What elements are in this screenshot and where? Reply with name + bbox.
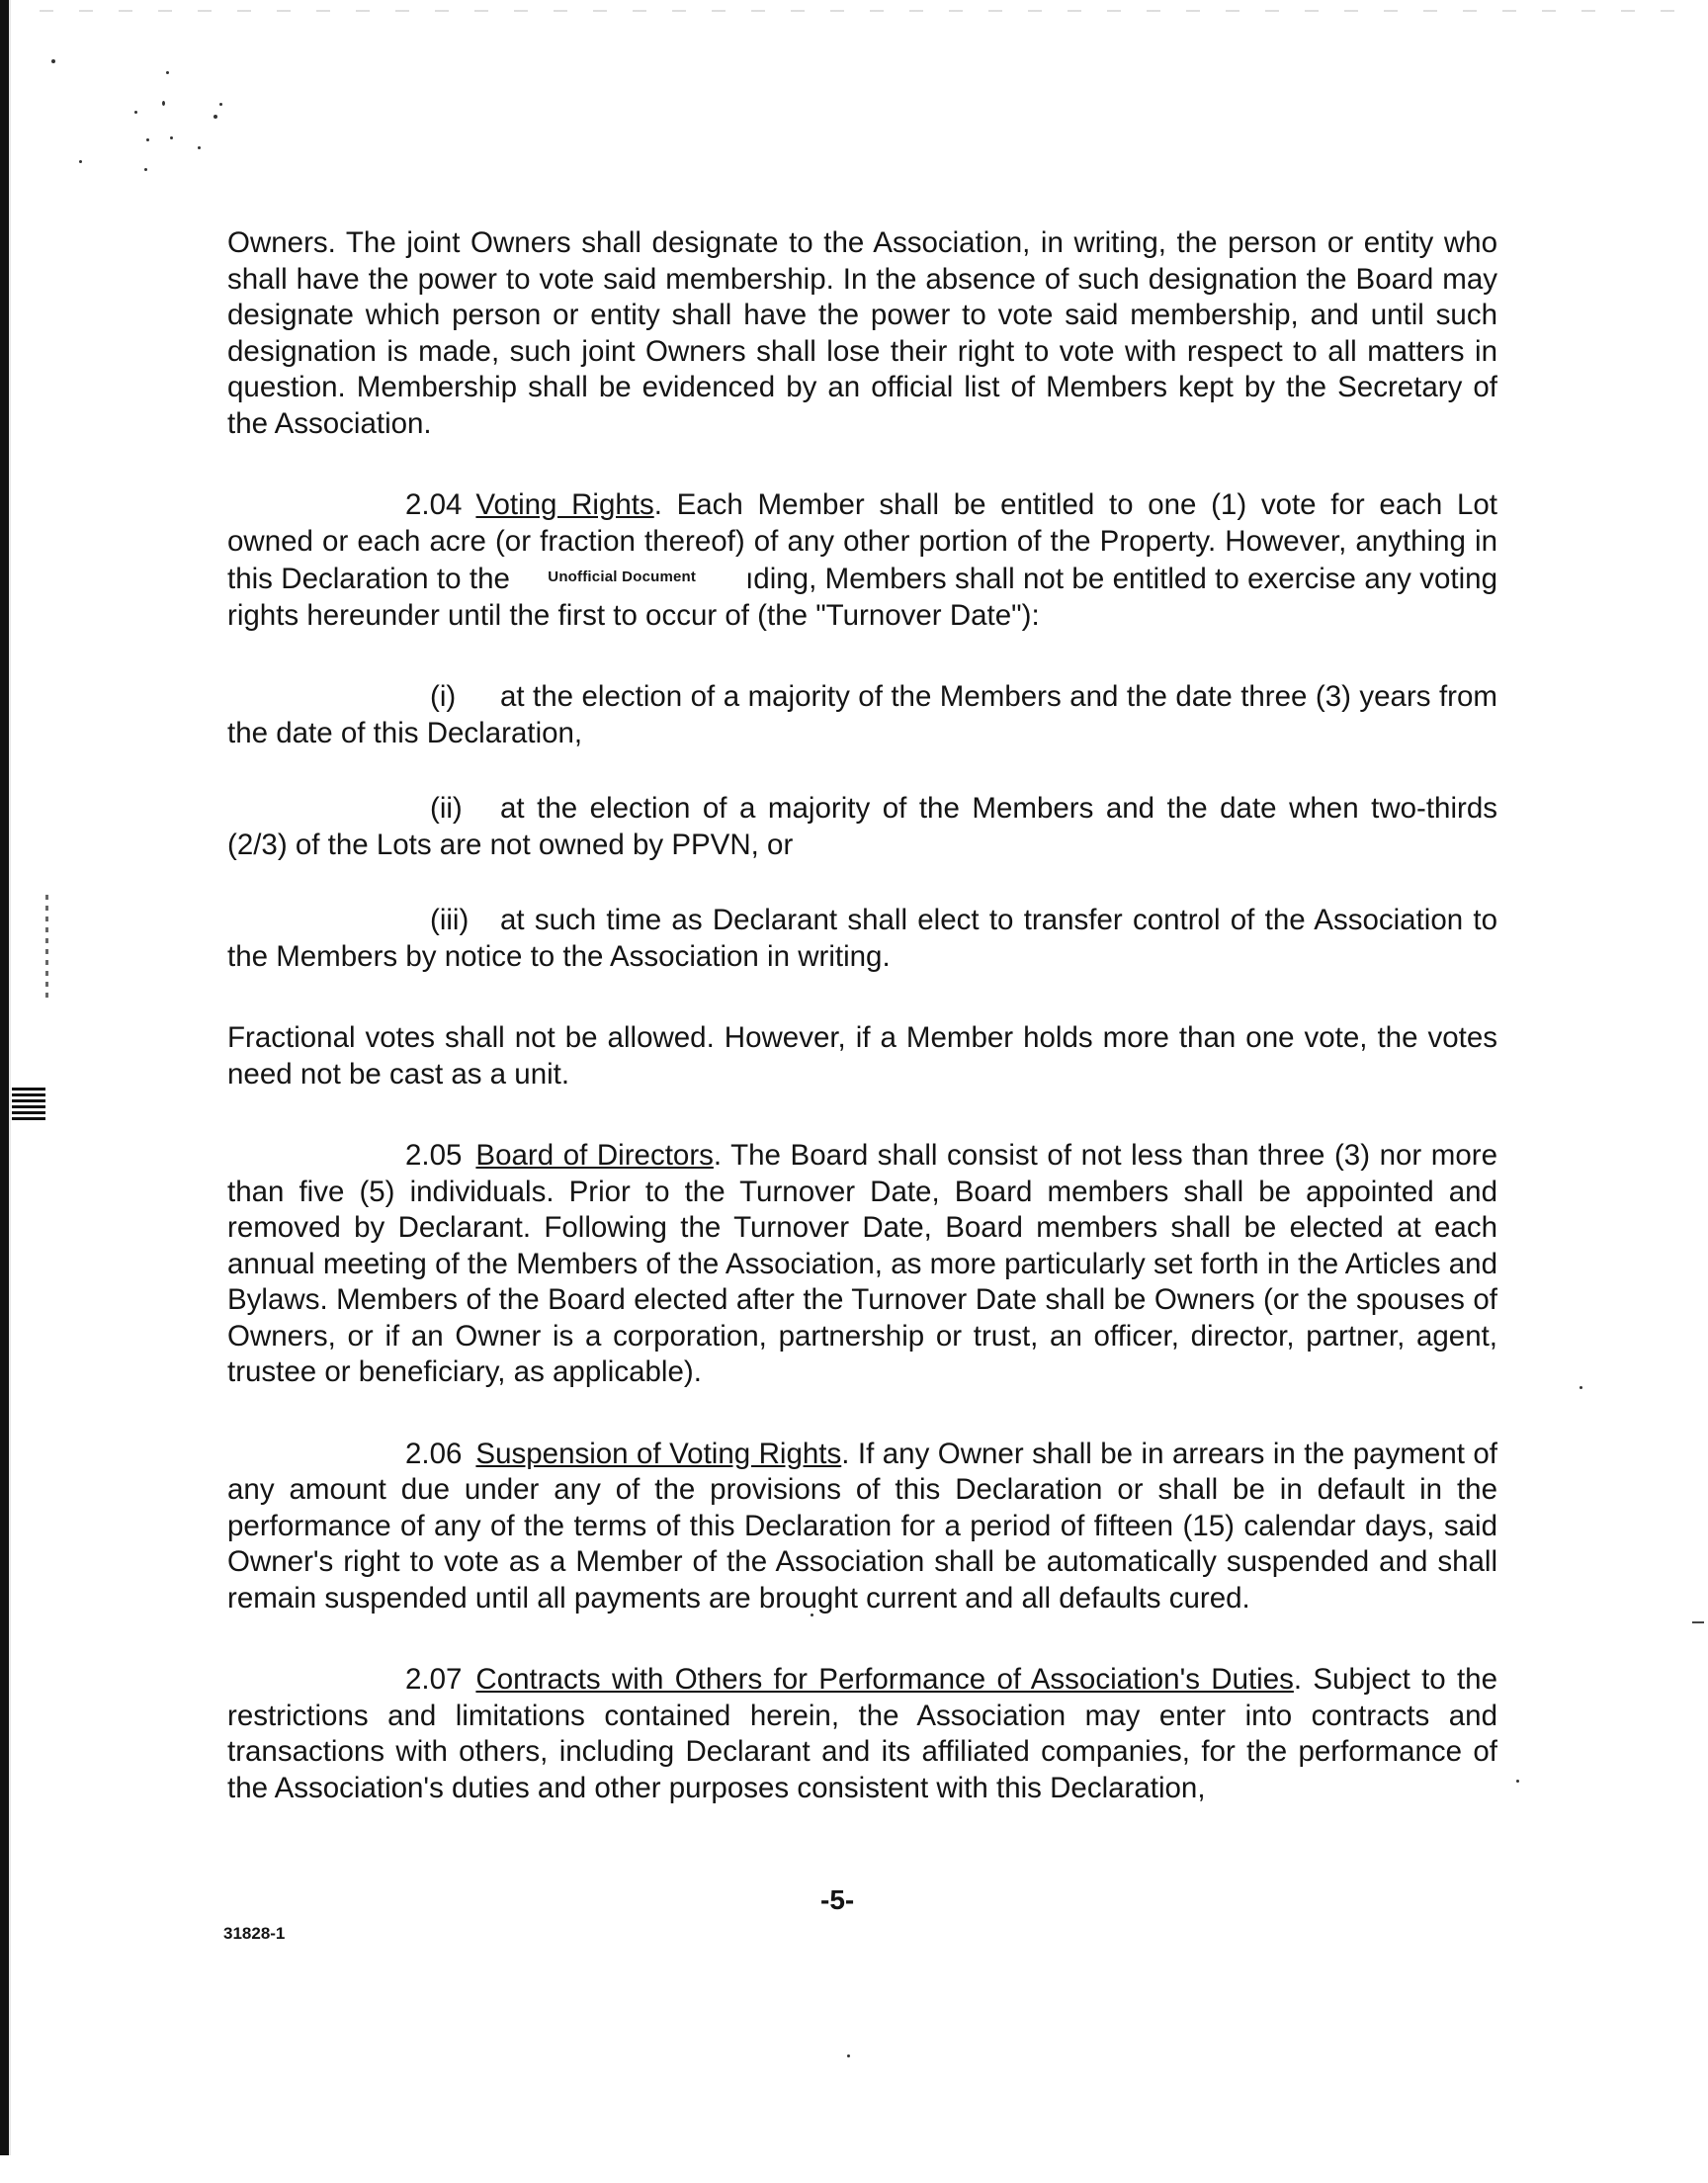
section-number: 2.07 xyxy=(405,1663,463,1696)
scan-speck xyxy=(1516,1780,1519,1783)
list-item-label: (i) xyxy=(430,680,457,713)
section-number: 2.05 xyxy=(405,1139,463,1172)
scan-right-mark xyxy=(1692,1621,1704,1623)
section-2-04 xyxy=(227,487,1497,634)
section-heading: Board of Directors xyxy=(475,1139,714,1172)
section-2-05 xyxy=(227,1138,1497,1391)
scan-margin-ticks xyxy=(45,895,48,1004)
list-item-label: (iii) xyxy=(430,904,470,936)
section-heading: Voting Rights xyxy=(475,488,654,521)
section-text: . The Board shall consist of not less than three (3) nor more than five (5) individuals. Prior to the Turnover Date, Board members shall be appointed and removed by Declarant. Following the Turnover Date, Board members shall be elected at each annual meeting of the Members of the Association, as more particularly set forth in the Articles and Bylaws. Members of the Board elected after the Turnover Date shall be Owners (or the spouses of Owners, or if an Owner is a corporation, partnership or trust, an officer, director, partner, agent, trustee or beneficiary, as applicable). xyxy=(227,1139,1497,1388)
scan-speck xyxy=(847,2054,850,2057)
scan-specks xyxy=(40,49,277,188)
scan-speck xyxy=(1580,1386,1582,1389)
list-item-label: (ii) xyxy=(430,792,463,825)
scan-top-noise xyxy=(40,10,1698,12)
section-2-07 xyxy=(227,1662,1497,1806)
list-item-iii xyxy=(227,903,1497,975)
list-item-text: at such time as Declarant shall elect to transfer control of the Association to the Members by notice to the Association in writing. xyxy=(227,904,1497,973)
unofficial-document-watermark: Unofficial Document xyxy=(548,568,697,585)
document-body xyxy=(227,225,1497,1852)
scan-margin-bar xyxy=(12,1088,45,1123)
list-item-ii xyxy=(227,791,1497,863)
section-heading: Contracts with Others for Performance of Association's Duties xyxy=(475,1663,1294,1696)
list-item-i xyxy=(227,679,1497,751)
paragraph-fractional-votes: Fractional votes shall not be allowed. However, if a Member holds more than one vote, the votes need not be cast as a unit. xyxy=(227,1021,1497,1091)
section-text: . Each Member shall be entitled to one (1) vote for each Lot owned or each acre (or fraction thereof) of any other portion of the Property. However, anything in this Declaration to the xyxy=(227,488,1497,595)
section-text-continued: ıding, Members shall not be entitled to exercise any voting rights hereunder until the first to occur of (the "Turnover Date"): xyxy=(227,563,1497,632)
page-number: -5- xyxy=(820,1884,855,1915)
section-heading: Suspension of Voting Rights xyxy=(475,1437,842,1470)
section-2-06 xyxy=(227,1437,1497,1617)
section-number: 2.06 xyxy=(405,1437,463,1470)
list-item-text: at the election of a majority of the Members and the date three (3) years from the date of this Declaration, xyxy=(227,680,1497,749)
section-number: 2.04 xyxy=(405,488,463,521)
section-text: . Subject to the restrictions and limitations contained herein, the Association may enter into contracts and transactions with others, including Declarant and its affiliated companies, for the performance of the Association's duties and other purposes consistent with this Declaration, xyxy=(227,1663,1497,1804)
paragraph-owners: Owners. The joint Owners shall designate to the Association, in writing, the person or entity who shall have the power to vote said membership. In the absence of such designation the Board may designate which person or entity shall have the power to vote said membership, and until such designation is made, such joint Owners shall lose their right to vote with respect to all matters in question. Membership shall be evidenced by an official list of Members kept by the Secretary of the Association. xyxy=(227,226,1497,440)
list-item-text: at the election of a majority of the Members and the date when two-thirds (2/3) of the Lots are not owned by PPVN, or xyxy=(227,792,1497,861)
scan-left-edge xyxy=(0,0,11,2155)
document-id: 31828-1 xyxy=(223,1924,286,1943)
section-text: . If any Owner shall be in arrears in the payment of any amount due under any of the provisions of this Declaration or shall be in default in the performance of any of the terms of this Declaration for a period of fifteen (15) calendar days, said Owner's right to vote as a Member of the Association shall be automatically suspended and shall remain suspended until all payments are brought current and all defaults cured. xyxy=(227,1437,1497,1615)
